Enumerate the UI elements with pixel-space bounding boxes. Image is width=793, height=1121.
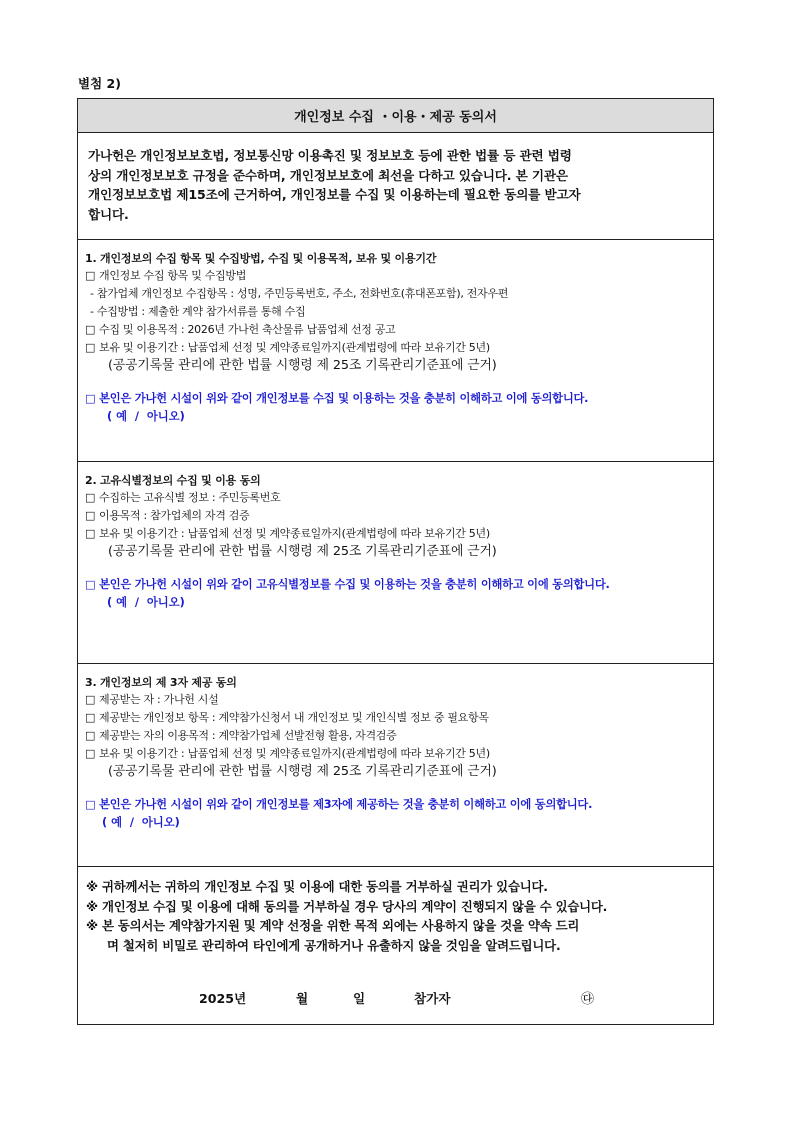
item-text: 수집하는 고유식별 정보 : 주민등록번호 xyxy=(99,491,281,504)
checkbox-icon: □ xyxy=(85,729,96,742)
form-title: 개인정보 수집 ・이용・제공 동의서 xyxy=(78,99,713,133)
checkbox-icon: □ xyxy=(85,711,96,724)
notice-line: ※ 본 동의서는 계약참가지원 및 계약 선정을 위한 목적 외에는 사용하지 않을 것을 약속 드리 xyxy=(86,918,580,933)
checkbox-icon: □ xyxy=(85,269,96,282)
notice-line: ※ 개인정보 수집 및 이용에 대해 동의를 거부하실 경우 당사의 계약이 진행되지 않을 수 있습니다. xyxy=(86,898,608,914)
section-third-party-provision xyxy=(78,664,713,867)
legal-basis-note: (공공기록물 관리에 관한 법률 시행령 제 25조 기록관리기준표에 근거) xyxy=(108,358,497,373)
list-item xyxy=(85,321,707,339)
list-item xyxy=(85,339,707,357)
list-item xyxy=(85,709,707,727)
checkbox-icon: □ xyxy=(85,747,96,760)
section-heading: 3. 개인정보의 제 3자 제공 동의 xyxy=(85,676,237,689)
checkbox-icon: □ xyxy=(85,509,96,522)
list-item: - 수집방법 : 제출한 계약 참가서류를 통해 수집 xyxy=(90,305,306,318)
consent-form xyxy=(77,98,714,1025)
list-item xyxy=(85,489,707,507)
list-item xyxy=(85,507,707,525)
item-text: 제공받는 개인정보 항목 : 계약참가신청서 내 개인정보 및 개인식별 정보 중 필요항목 xyxy=(99,711,489,724)
consent-choice[interactable]: ( 예 / 아니오) xyxy=(102,816,180,829)
notice-line: ※ 귀하께서는 귀하의 개인정보 수집 및 이용에 대한 동의를 거부하실 권리가 있습니다. xyxy=(86,879,548,894)
section-personal-info-collection xyxy=(78,240,713,462)
intro-paragraph xyxy=(78,133,713,240)
item-text: 제공받는 자 : 가나헌 시설 xyxy=(99,693,219,706)
intro-line: 상의 개인정보보호 규정을 준수하며, 개인정보보호에 최선을 다하고 있습니다. 본 기관은 xyxy=(88,167,568,183)
checkbox-icon: □ xyxy=(85,527,96,540)
signature-row xyxy=(78,988,713,1010)
signature-day: 일 xyxy=(353,991,366,1006)
item-text: 보유 및 이용기간 : 납품업체 선정 및 계약종료일까지(관계법령에 따라 보유기간 5년) xyxy=(99,747,490,760)
intro-line: 개인정보보호법 제15조에 근거하여, 개인정보를 수집 및 이용하는데 필요한 동의를 받고자 xyxy=(88,187,581,202)
list-item xyxy=(85,727,707,745)
checkbox-icon: □ xyxy=(85,693,96,706)
consent-statement[interactable]: □ 본인은 가나헌 시설이 위와 같이 개인정보를 제3자에 제공하는 것을 충분히 이해하고 이에 동의합니다. xyxy=(85,798,593,811)
list-item xyxy=(85,691,707,709)
attachment-label: 별첨 2) xyxy=(78,76,121,91)
signature-participant: 참가자 xyxy=(414,991,451,1006)
consent-statement[interactable]: □ 본인은 가나헌 시설이 위와 같이 개인정보를 수집 및 이용하는 것을 충분히 이해하고 이에 동의합니다. xyxy=(85,392,589,405)
item-text: 보유 및 이용기간 : 납품업체 선정 및 계약종료일까지(관계법령에 따라 보유기간 5년) xyxy=(99,341,490,354)
section-heading: 2. 고유식별정보의 수집 및 이용 동의 xyxy=(85,474,261,487)
section-heading: 1. 개인정보의 수집 항목 및 수집방법, 수집 및 이용목적, 보유 및 이용기간 xyxy=(85,252,437,265)
list-item xyxy=(85,745,707,763)
seal-icon[interactable]: ㉰ xyxy=(581,992,595,1007)
item-text: 개인정보 수집 항목 및 수집방법 xyxy=(99,269,247,282)
section-unique-id-collection xyxy=(78,462,713,664)
legal-basis-note: (공공기록물 관리에 관한 법률 시행령 제 25조 기록관리기준표에 근거) xyxy=(108,544,497,559)
consent-choice[interactable]: ( 예 / 아니오) xyxy=(107,596,185,609)
consent-choice[interactable]: ( 예 / 아니오) xyxy=(107,410,185,423)
notice-line: 며 철저히 비밀로 관리하여 타인에게 공개하거나 유출하지 않을 것임을 알려드립니다. xyxy=(107,937,561,953)
item-text: 보유 및 이용기간 : 납품업체 선정 및 계약종료일까지(관계법령에 따라 보유기간 5년) xyxy=(99,527,490,540)
list-item xyxy=(85,267,707,285)
legal-basis-note: (공공기록물 관리에 관한 법률 시행령 제 25조 기록관리기준표에 근거) xyxy=(108,764,497,779)
item-text: 제공받는 자의 이용목적 : 계약참가업체 선발전형 활용, 자격검증 xyxy=(99,729,397,742)
signature-year: 2025년 xyxy=(199,991,247,1006)
checkbox-icon: □ xyxy=(85,323,96,336)
item-text: 이용목적 : 참가업체의 자격 검증 xyxy=(99,509,250,522)
item-text: 수집 및 이용목적 : 2026년 가나헌 축산물류 납품업체 선정 공고 xyxy=(99,323,396,336)
checkbox-icon: □ xyxy=(85,491,96,504)
intro-line: 합니다. xyxy=(88,206,129,222)
list-item xyxy=(85,525,707,543)
intro-line: 가나헌은 개인정보보호법, 정보통신망 이용촉진 및 정보보호 등에 관한 법률 등 관련 법령 xyxy=(88,148,572,163)
signature-month: 월 xyxy=(296,991,309,1006)
list-item: - 참가업체 개인정보 수집항목 : 성명, 주민등록번호, 주소, 전화번호(휴대폰포함), 전자우편 xyxy=(90,287,509,300)
consent-statement[interactable]: □ 본인은 가나헌 시설이 위와 같이 고유식별정보를 수집 및 이용하는 것을 충분히 이해하고 이에 동의합니다. xyxy=(85,578,610,591)
checkbox-icon: □ xyxy=(85,341,96,354)
